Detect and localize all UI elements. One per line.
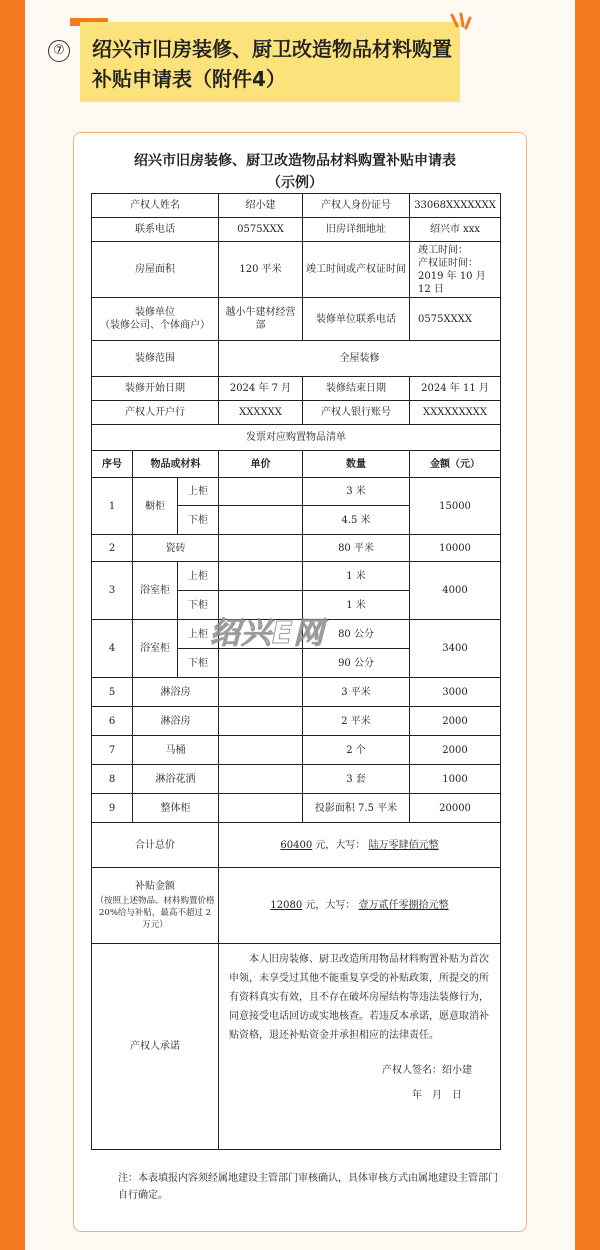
item-unit-price <box>219 765 303 794</box>
item-quantity: 4.5 米 <box>303 506 410 535</box>
contractor-value: 越小牛建材经营部 <box>219 298 303 341</box>
item-quantity: 3 平米 <box>303 678 410 707</box>
item-amount: 1000 <box>410 765 501 794</box>
application-form-table <box>91 193 501 1150</box>
contractor-phone-value: 0575XXXX <box>410 298 501 341</box>
item-quantity: 80 平米 <box>303 535 410 562</box>
total-label: 合计总价 <box>92 823 219 868</box>
item-unit-price <box>219 794 303 823</box>
form-footnote: 注：本表填报内容须经属地建设主管部门审核确认，具体审核方式由属地建设主管部门自行确定。 <box>118 1173 498 1201</box>
promise-label: 产权人承诺 <box>92 944 219 1150</box>
item-quantity: 2 个 <box>303 736 410 765</box>
item-amount: 2000 <box>410 736 501 765</box>
scope-label: 装修范围 <box>92 341 219 377</box>
column-header: 数量 <box>303 451 410 478</box>
item-amount: 15000 <box>410 478 501 535</box>
account-label: 产权人银行账号 <box>303 401 410 425</box>
item-row <box>92 736 501 765</box>
table-row <box>92 425 501 451</box>
item-sub-name: 上柜 <box>178 620 219 649</box>
column-header: 金额（元） <box>410 451 501 478</box>
table-row <box>92 401 501 425</box>
watermark: 绍兴E网 <box>210 616 325 651</box>
item-number: 7 <box>92 736 133 765</box>
address-value: 绍兴市 xxx <box>410 218 501 242</box>
item-number: 4 <box>92 620 133 678</box>
item-amount: 20000 <box>410 794 501 823</box>
item-row <box>92 794 501 823</box>
item-name: 整体柜 <box>133 794 219 823</box>
item-name: 瓷砖 <box>133 535 219 562</box>
item-quantity: 投影面积 7.5 平米 <box>303 794 410 823</box>
table-row <box>92 298 501 341</box>
item-quantity: 3 套 <box>303 765 410 794</box>
form-title: 绍兴市旧房装修、厨卫改造物品材料购置补贴申请表 <box>134 153 456 169</box>
end-label: 装修结束日期 <box>303 377 410 401</box>
item-amount: 3000 <box>410 678 501 707</box>
item-quantity: 80 公分 <box>303 620 410 649</box>
item-unit-price <box>219 478 303 506</box>
completion-line: 产权证时间：2019 年 10 月 12 日 <box>418 257 486 295</box>
column-header: 物品或材料 <box>133 451 219 478</box>
item-unit-price <box>219 562 303 591</box>
subsidy-label-cell <box>92 868 219 944</box>
spark-icon <box>448 12 474 34</box>
start-label: 装修开始日期 <box>92 377 219 401</box>
item-amount: 10000 <box>410 535 501 562</box>
promise-row <box>92 944 501 1150</box>
item-sub-name: 下柜 <box>178 506 219 535</box>
table-row <box>92 218 501 242</box>
total-words: 陆万零肆佰元整 <box>368 839 439 851</box>
contractor-label <box>92 298 219 341</box>
item-row <box>92 478 501 506</box>
item-number: 3 <box>92 562 133 620</box>
subsidy-number: 12080 <box>270 900 303 911</box>
subsidy-value <box>219 868 501 944</box>
subsidy-connector: 元，大写： <box>305 900 356 911</box>
contractor-label-text: 装修单位 <box>135 307 175 318</box>
item-unit-price <box>219 535 303 562</box>
item-number: 5 <box>92 678 133 707</box>
item-sub-name: 上柜 <box>178 478 219 506</box>
completion-value <box>410 242 501 298</box>
subsidy-label: 补贴金额 <box>135 881 175 892</box>
item-name: 浴室柜 <box>133 562 178 620</box>
item-row <box>92 707 501 736</box>
promise-text: 本人旧房装修、厨卫改造所用物品材料购置补贴为首次申领，未享受过其他不能重复享受的补贴政策，所提交的所有资料真实有效，且不存在破坏房屋结构等违法装修行为，同意接受电话回访或实地核查。若违反本承诺，愿意取消补贴资格，退还补贴资金并承担相应的法律责任。 <box>229 954 490 1041</box>
item-name: 浴室柜 <box>133 620 178 678</box>
total-number: 60400 <box>280 839 313 851</box>
item-amount: 2000 <box>410 707 501 736</box>
area-label: 房屋面积 <box>92 242 219 298</box>
table-row <box>92 194 501 218</box>
item-row <box>92 535 501 562</box>
owner-signature: 产权人签名：绍小建 <box>382 1065 473 1076</box>
item-sub-name: 下柜 <box>178 591 219 620</box>
table-row <box>92 341 501 377</box>
phone-label: 联系电话 <box>92 218 219 242</box>
form-subtitle: （示例） <box>267 175 323 191</box>
item-unit-price <box>219 678 303 707</box>
start-value: 2024 年 7 月 <box>219 377 303 401</box>
table-row <box>92 242 501 298</box>
item-name: 淋浴房 <box>133 707 219 736</box>
contractor-phone-label: 装修单位联系电话 <box>303 298 410 341</box>
section-number: ⑦ <box>48 40 70 62</box>
promise-cell <box>219 944 501 1150</box>
item-number: 2 <box>92 535 133 562</box>
end-value: 2024 年 11 月 <box>410 377 501 401</box>
total-value <box>219 823 501 868</box>
item-quantity: 2 平米 <box>303 707 410 736</box>
item-name: 橱柜 <box>133 478 178 535</box>
item-amount: 4000 <box>410 562 501 620</box>
column-header: 单价 <box>219 451 303 478</box>
subsidy-note: （按照上述物品、材料购置价格 20%给与补贴，最高不超过 2 万元） <box>95 896 215 930</box>
scope-value: 全屋装修 <box>219 341 501 377</box>
phone-value: 0575XXX <box>219 218 303 242</box>
item-row <box>92 678 501 707</box>
item-unit-price <box>219 736 303 765</box>
bank-value: XXXXXX <box>219 401 303 425</box>
item-number: 8 <box>92 765 133 794</box>
item-name: 淋浴花洒 <box>133 765 219 794</box>
item-row <box>92 765 501 794</box>
total-row <box>92 823 501 868</box>
account-value: XXXXXXXXX <box>410 401 501 425</box>
item-name: 淋浴房 <box>133 678 219 707</box>
completion-label: 竣工时间或产权证时间 <box>303 242 410 298</box>
completion-line: 竣工时间： <box>418 244 469 256</box>
item-sub-name: 上柜 <box>178 562 219 591</box>
id-value: 33068XXXXXXX <box>410 194 501 218</box>
total-connector: 元，大写： <box>315 839 366 851</box>
invoice-header: 发票对应购置物品清单 <box>92 425 501 451</box>
item-unit-price <box>219 707 303 736</box>
item-row <box>92 562 501 591</box>
column-header: 序号 <box>92 451 133 478</box>
item-quantity: 3 米 <box>303 478 410 506</box>
item-amount: 3400 <box>410 620 501 678</box>
subsidy-row <box>92 868 501 944</box>
table-row <box>92 377 501 401</box>
id-label: 产权人身份证号 <box>303 194 410 218</box>
item-number: 1 <box>92 478 133 535</box>
signature-date: 年 月 日 <box>412 1090 463 1101</box>
item-number: 9 <box>92 794 133 823</box>
bank-label: 产权人开户行 <box>92 401 219 425</box>
item-quantity: 90 公分 <box>303 649 410 678</box>
item-quantity: 1 米 <box>303 591 410 620</box>
column-header-row <box>92 451 501 478</box>
section-title: 绍兴市旧房装修、厨卫改造物品材料购置补贴申请表（附件4） <box>92 37 452 91</box>
item-unit-price <box>219 506 303 535</box>
subsidy-words: 壹万贰仟零捌拾元整 <box>358 900 449 911</box>
area-value: 120 平米 <box>219 242 303 298</box>
item-quantity: 1 米 <box>303 562 410 591</box>
item-name: 马桶 <box>133 736 219 765</box>
owner-name-value: 绍小建 <box>219 194 303 218</box>
item-number: 6 <box>92 707 133 736</box>
owner-name-label: 产权人姓名 <box>92 194 219 218</box>
address-label: 旧房详细地址 <box>303 218 410 242</box>
item-unit-price <box>219 649 303 678</box>
item-sub-name: 下柜 <box>178 649 219 678</box>
contractor-label-sub: （装修公司、个体商户） <box>100 320 210 331</box>
